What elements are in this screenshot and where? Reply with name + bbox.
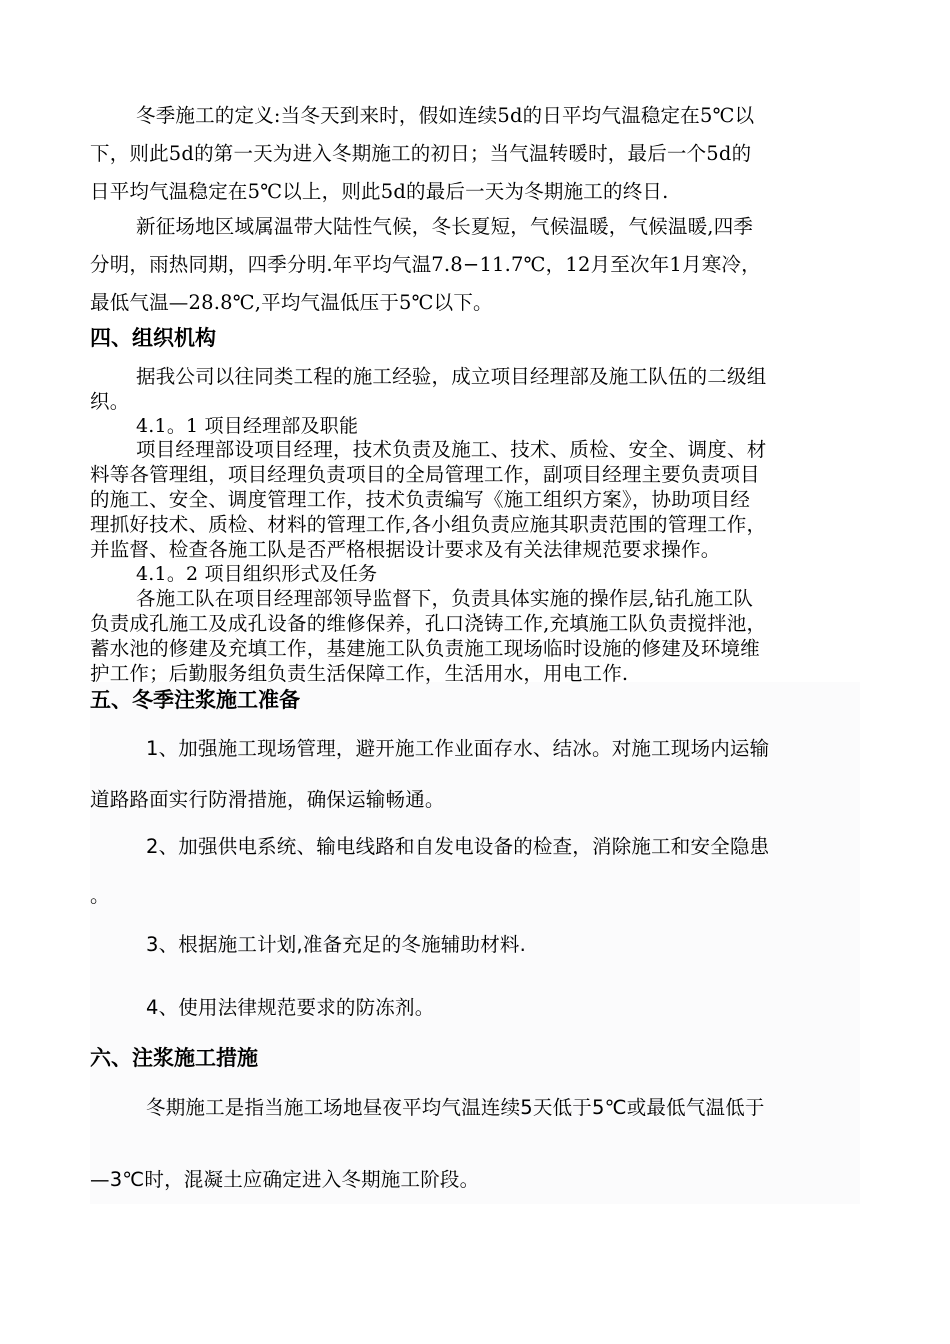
section-4-heading: 四、组织机构 — [90, 326, 216, 350]
pm-duties-line-3: 的施工、安全、调度管理工作，技术负责编写《施工组织方案》，协助项目经 — [90, 488, 751, 511]
section-5-heading: 五、冬季注浆施工准备 — [90, 688, 300, 712]
teams-line-4: 护工作；后勤服务组负责生活保障工作，生活用水，用电工作. — [90, 662, 629, 685]
pm-duties-line-2: 料等各管理组，项目经理负责项目的全局管理工作，副项目经理主要负责项目 — [90, 463, 760, 486]
prep-item-2-line-2: 。 — [90, 884, 110, 907]
org-intro-line-1: 据我公司以往同类工程的施工经验，成立项目经理部及施工队伍的二级组 — [136, 365, 767, 388]
teams-line-1: 各施工队在项目经理部领导监督下，负责具体实施的操作层,钻孔施工队 — [136, 587, 754, 610]
prep-item-4: 4、使用法律规范要求的防冻剂。 — [146, 996, 435, 1019]
prep-item-1-line-1: 1、加强施工现场管理，避开施工作业面存水、结冰。对施工现场内运输 — [146, 737, 770, 760]
teams-line-3: 蓄水池的修建及充填工作，基建施工队负责施工现场临时设施的修建及环境维 — [90, 637, 760, 660]
org-intro-line-2: 织。 — [90, 390, 130, 413]
subsection-4-1-2-title: 4.1。2 项目组织形式及任务 — [136, 563, 378, 585]
teams-line-2: 负责成孔施工及成孔设备的维修保养，孔口浇铸工作,充填施工队负责搅拌池， — [90, 612, 767, 635]
pm-duties-line-4: 理抓好技术、质检、材料的管理工作,各小组负责应施其职责范围的管理工作， — [90, 513, 767, 536]
grouting-line-2: —3℃时，混凝土应确定进入冬期施工阶段。 — [90, 1168, 480, 1191]
pm-duties-line-1: 项目经理部设项目经理，技术负责及施工、技术、质检、安全、调度、材 — [136, 438, 767, 461]
climate-line-1: 新征场地区域属温带大陆性气候，冬长夏短，气候温暖，气候温暖,四季 — [136, 215, 754, 238]
climate-line-2: 分明，雨热同期，四季分明.年平均气温7.8−11.7℃，12月至次年1月寒冷， — [90, 253, 761, 276]
pm-duties-line-5: 并监督、检查各施工队是否严格根据设计要求及有关法律规范要求操作。 — [90, 538, 721, 561]
prep-item-1-line-2: 道路路面实行防滑措施，确保运输畅通。 — [90, 788, 445, 811]
prep-item-2-line-1: 2、加强供电系统、输电线路和自发电设备的检查，消除施工和安全隐患 — [146, 835, 770, 858]
definition-line-2: 下，则此5d的第一天为进入冬期施工的初日；当气温转暖时，最后一个5d的 — [90, 142, 752, 165]
subsection-4-1-1-title: 4.1。1 项目经理部及职能 — [136, 415, 359, 437]
definition-line-1: 冬季施工的定义:当冬天到来时，假如连续5d的日平均气温稳定在5℃以 — [136, 104, 755, 127]
climate-line-3: 最低气温—28.8℃,平均气温低压于5℃以下。 — [90, 291, 493, 314]
prep-item-3: 3、根据施工计划,准备充足的冬施辅助材料. — [146, 933, 527, 956]
grouting-line-1: 冬期施工是指当施工场地昼夜平均气温连续5天低于5℃或最低气温低于 — [146, 1096, 765, 1119]
definition-line-3: 日平均气温稳定在5℃以上，则此5d的最后一天为冬期施工的终日. — [90, 180, 669, 203]
section-6-heading: 六、注浆施工措施 — [90, 1046, 258, 1070]
